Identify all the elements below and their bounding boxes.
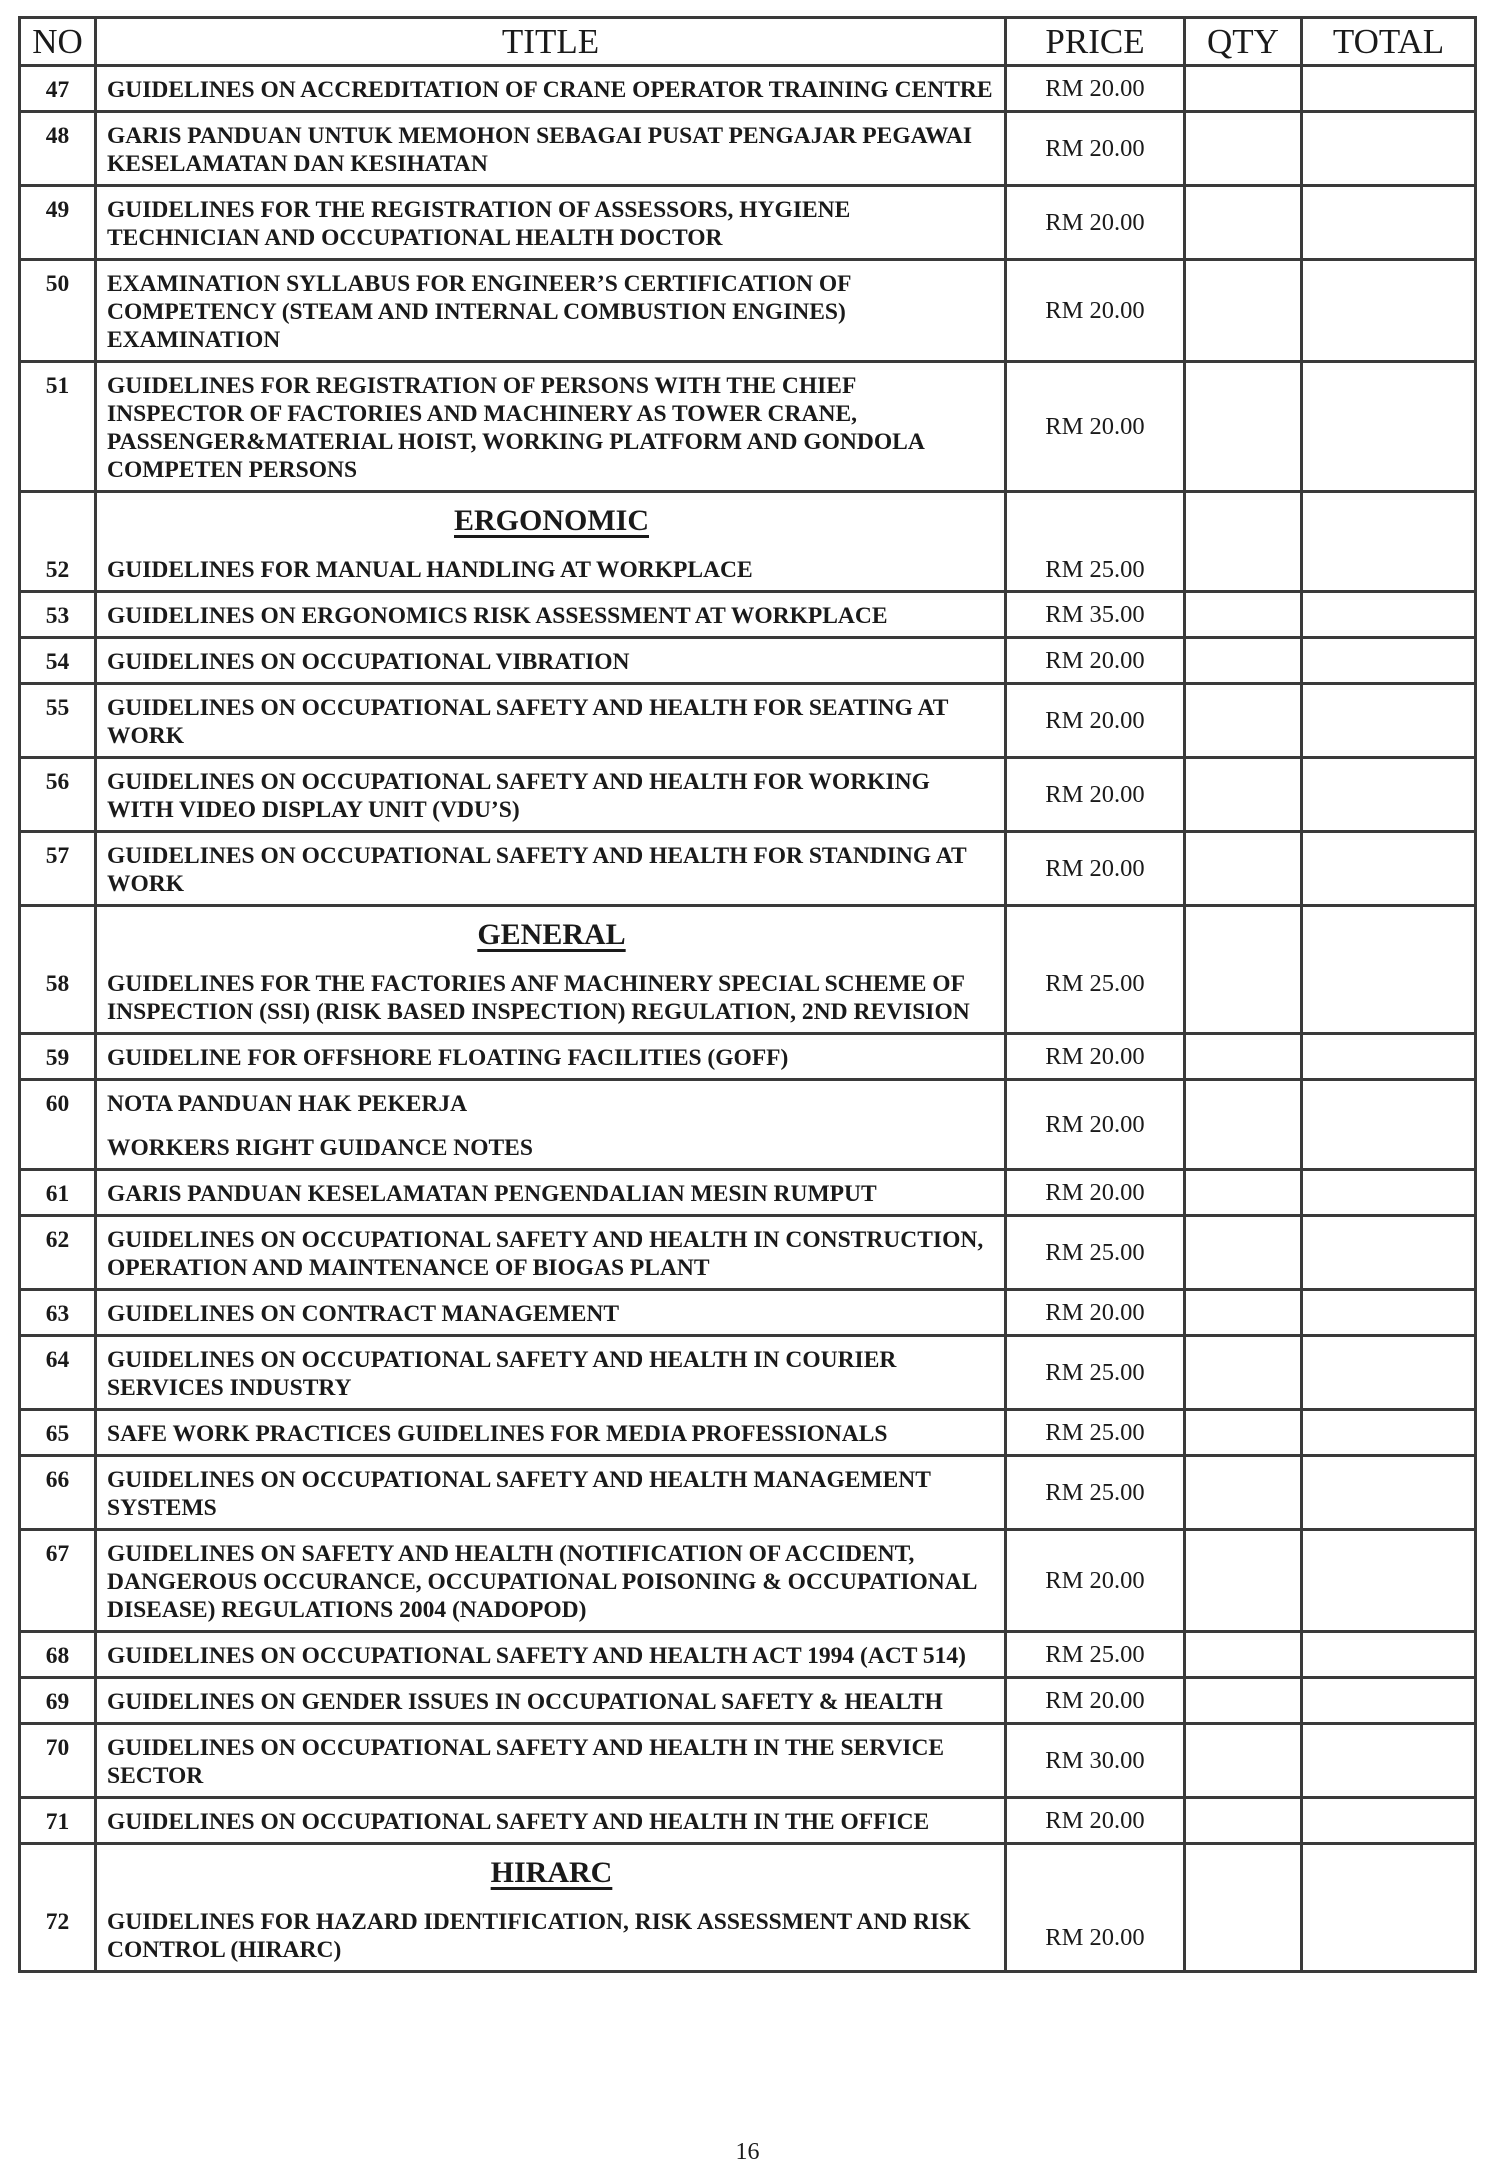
row-price xyxy=(1006,1844,1185,1972)
row-no: 70 xyxy=(20,1724,96,1798)
qty-cell[interactable] xyxy=(1185,1216,1302,1290)
qty-cell[interactable] xyxy=(1185,362,1302,492)
total-cell[interactable] xyxy=(1302,1632,1476,1678)
total-cell[interactable] xyxy=(1302,1456,1476,1530)
total-cell[interactable] xyxy=(1302,1798,1476,1844)
row-title: GUIDELINES ON OCCUPATIONAL SAFETY AND HEALTH ACT 1994 (ACT 514) xyxy=(96,1632,1006,1678)
table-row xyxy=(20,1844,1476,1972)
total-cell[interactable] xyxy=(1302,1844,1476,1972)
row-no: 65 xyxy=(20,1410,96,1456)
row-no: 68 xyxy=(20,1632,96,1678)
table-row xyxy=(20,260,1476,362)
row-title: GUIDELINES ON GENDER ISSUES IN OCCUPATIONAL SAFETY & HEALTH xyxy=(96,1678,1006,1724)
total-cell[interactable] xyxy=(1302,260,1476,362)
table-row xyxy=(20,112,1476,186)
row-no-value: 58 xyxy=(45,971,70,997)
table-row xyxy=(20,1724,1476,1798)
total-cell[interactable] xyxy=(1302,1724,1476,1798)
table-row xyxy=(20,1632,1476,1678)
total-cell[interactable] xyxy=(1302,362,1476,492)
total-cell[interactable] xyxy=(1302,684,1476,758)
total-cell[interactable] xyxy=(1302,186,1476,260)
qty-cell[interactable] xyxy=(1185,1080,1302,1170)
qty-cell[interactable] xyxy=(1185,1844,1302,1972)
qty-cell[interactable] xyxy=(1185,66,1302,112)
total-cell[interactable] xyxy=(1302,832,1476,906)
total-cell[interactable] xyxy=(1302,1410,1476,1456)
table-row xyxy=(20,906,1476,1034)
row-title xyxy=(96,492,1006,592)
row-price: RM 35.00 xyxy=(1006,592,1185,638)
row-price xyxy=(1006,906,1185,1034)
table-row xyxy=(20,1170,1476,1216)
row-title: EXAMINATION SYLLABUS FOR ENGINEER’S CERTIFICATION OF COMPETENCY (STEAM AND INTERNAL COMBUSTION ENGINES) EXAMINATION xyxy=(96,260,1006,362)
row-no: 47 xyxy=(20,66,96,112)
table-row xyxy=(20,1410,1476,1456)
section-heading-ergonomic: ERGONOMIC xyxy=(454,504,649,537)
qty-cell[interactable] xyxy=(1185,1678,1302,1724)
qty-cell[interactable] xyxy=(1185,684,1302,758)
row-price: RM 25.00 xyxy=(1006,1216,1185,1290)
row-title xyxy=(96,1080,1006,1170)
row-no: 56 xyxy=(20,758,96,832)
table-row xyxy=(20,758,1476,832)
row-price: RM 20.00 xyxy=(1006,362,1185,492)
row-title-text-english: WORKERS RIGHT GUIDANCE NOTES xyxy=(107,1135,533,1161)
row-title: GUIDELINE FOR OFFSHORE FLOATING FACILITIES (GOFF) xyxy=(96,1034,1006,1080)
total-cell[interactable] xyxy=(1302,1170,1476,1216)
qty-cell[interactable] xyxy=(1185,758,1302,832)
row-price-value: RM 20.00 xyxy=(1045,1924,1145,1951)
qty-cell[interactable] xyxy=(1185,1336,1302,1410)
row-price: RM 20.00 xyxy=(1006,1290,1185,1336)
row-title xyxy=(96,906,1006,1034)
row-price: RM 20.00 xyxy=(1006,186,1185,260)
row-title: GARIS PANDUAN KESELAMATAN PENGENDALIAN MESIN RUMPUT xyxy=(96,1170,1006,1216)
qty-cell[interactable] xyxy=(1185,638,1302,684)
header-qty: QTY xyxy=(1185,18,1302,66)
qty-cell[interactable] xyxy=(1185,1170,1302,1216)
total-cell[interactable] xyxy=(1302,1678,1476,1724)
qty-cell[interactable] xyxy=(1185,1724,1302,1798)
header-no: NO xyxy=(20,18,96,66)
table-row xyxy=(20,1678,1476,1724)
row-no: 66 xyxy=(20,1456,96,1530)
qty-cell[interactable] xyxy=(1185,1034,1302,1080)
row-title: GUIDELINES FOR THE REGISTRATION OF ASSESSORS, HYGIENE TECHNICIAN AND OCCUPATIONAL HEALTH DOCTOR xyxy=(96,186,1006,260)
row-title: GUIDELINES ON OCCUPATIONAL SAFETY AND HEALTH IN THE OFFICE xyxy=(96,1798,1006,1844)
row-price: RM 25.00 xyxy=(1006,1336,1185,1410)
qty-cell[interactable] xyxy=(1185,906,1302,1034)
table-row xyxy=(20,362,1476,492)
row-title-text: NOTA PANDUAN HAK PEKERJA xyxy=(107,1091,468,1117)
row-no: 49 xyxy=(20,186,96,260)
total-cell[interactable] xyxy=(1302,592,1476,638)
row-title: GUIDELINES ON ERGONOMICS RISK ASSESSMENT AT WORKPLACE xyxy=(96,592,1006,638)
total-cell[interactable] xyxy=(1302,758,1476,832)
table-row xyxy=(20,1216,1476,1290)
row-price: RM 20.00 xyxy=(1006,1530,1185,1632)
row-price: RM 30.00 xyxy=(1006,1724,1185,1798)
price-list-table xyxy=(18,16,1477,1973)
row-title: GUIDELINES ON OCCUPATIONAL SAFETY AND HEALTH FOR SEATING AT WORK xyxy=(96,684,1006,758)
row-no: 61 xyxy=(20,1170,96,1216)
table-row xyxy=(20,1290,1476,1336)
total-cell[interactable] xyxy=(1302,492,1476,592)
row-no: 48 xyxy=(20,112,96,186)
row-price: RM 20.00 xyxy=(1006,112,1185,186)
row-price-value: RM 25.00 xyxy=(1045,970,1145,997)
row-no: 51 xyxy=(20,362,96,492)
row-no: 50 xyxy=(20,260,96,362)
row-price: RM 20.00 xyxy=(1006,1080,1185,1170)
row-no xyxy=(20,492,96,592)
row-no: 57 xyxy=(20,832,96,906)
row-price: RM 20.00 xyxy=(1006,684,1185,758)
row-price xyxy=(1006,492,1185,592)
row-title: GUIDELINES ON SAFETY AND HEALTH (NOTIFICATION OF ACCIDENT, DANGEROUS OCCURANCE, OCCUPATIONAL POISONING & OCCUPATIONAL DISEASE) REGULATIONS 2004 (NADOPOD) xyxy=(96,1530,1006,1632)
row-no: 55 xyxy=(20,684,96,758)
qty-cell[interactable] xyxy=(1185,492,1302,592)
table-row xyxy=(20,592,1476,638)
row-title: SAFE WORK PRACTICES GUIDELINES FOR MEDIA PROFESSIONALS xyxy=(96,1410,1006,1456)
row-title-text: GUIDELINES FOR MANUAL HANDLING AT WORKPLACE xyxy=(107,557,753,583)
section-heading-hirarc: HIRARC xyxy=(490,1856,613,1889)
qty-cell[interactable] xyxy=(1185,1290,1302,1336)
row-title-text: GUIDELINES FOR HAZARD IDENTIFICATION, RISK ASSESSMENT AND RISK CONTROL (HIRARC) xyxy=(107,1909,971,1963)
row-price: RM 20.00 xyxy=(1006,758,1185,832)
row-no: 67 xyxy=(20,1530,96,1632)
row-price-value: RM 25.00 xyxy=(1045,556,1145,583)
qty-cell[interactable] xyxy=(1185,186,1302,260)
row-no: 71 xyxy=(20,1798,96,1844)
row-no-value: 52 xyxy=(45,557,70,583)
row-price: RM 20.00 xyxy=(1006,638,1185,684)
header-price: PRICE xyxy=(1006,18,1185,66)
table-row xyxy=(20,638,1476,684)
table-row xyxy=(20,684,1476,758)
row-no: 64 xyxy=(20,1336,96,1410)
row-title: GUIDELINES ON OCCUPATIONAL SAFETY AND HEALTH MANAGEMENT SYSTEMS xyxy=(96,1456,1006,1530)
row-title: GUIDELINES ON ACCREDITATION OF CRANE OPERATOR TRAINING CENTRE xyxy=(96,66,1006,112)
total-cell[interactable] xyxy=(1302,1216,1476,1290)
table-row xyxy=(20,1456,1476,1530)
table-row xyxy=(20,492,1476,592)
table-row xyxy=(20,1336,1476,1410)
header-title: TITLE xyxy=(96,18,1006,66)
qty-cell[interactable] xyxy=(1185,592,1302,638)
table-row xyxy=(20,1530,1476,1632)
row-title: GUIDELINES ON OCCUPATIONAL VIBRATION xyxy=(96,638,1006,684)
table-row xyxy=(20,186,1476,260)
total-cell[interactable] xyxy=(1302,66,1476,112)
qty-cell[interactable] xyxy=(1185,260,1302,362)
table-row xyxy=(20,66,1476,112)
row-title: GUIDELINES ON OCCUPATIONAL SAFETY AND HEALTH FOR STANDING AT WORK xyxy=(96,832,1006,906)
header-total: TOTAL xyxy=(1302,18,1476,66)
table-row xyxy=(20,1798,1476,1844)
row-title: GUIDELINES ON OCCUPATIONAL SAFETY AND HEALTH IN COURIER SERVICES INDUSTRY xyxy=(96,1336,1006,1410)
row-no-value: 72 xyxy=(45,1909,70,1935)
table-row xyxy=(20,1080,1476,1170)
qty-cell[interactable] xyxy=(1185,1530,1302,1632)
row-price: RM 25.00 xyxy=(1006,1410,1185,1456)
qty-cell[interactable] xyxy=(1185,1798,1302,1844)
row-no: 62 xyxy=(20,1216,96,1290)
header-row xyxy=(20,18,1476,66)
total-cell[interactable] xyxy=(1302,1080,1476,1170)
qty-cell[interactable] xyxy=(1185,1632,1302,1678)
row-no: 69 xyxy=(20,1678,96,1724)
row-price: RM 25.00 xyxy=(1006,1632,1185,1678)
qty-cell[interactable] xyxy=(1185,112,1302,186)
row-title: GUIDELINES ON OCCUPATIONAL SAFETY AND HEALTH IN CONSTRUCTION, OPERATION AND MAINTENANCE OF BIOGAS PLANT xyxy=(96,1216,1006,1290)
total-cell[interactable] xyxy=(1302,1034,1476,1080)
row-price: RM 20.00 xyxy=(1006,66,1185,112)
qty-cell[interactable] xyxy=(1185,832,1302,906)
row-title: GUIDELINES ON CONTRACT MANAGEMENT xyxy=(96,1290,1006,1336)
total-cell[interactable] xyxy=(1302,1336,1476,1410)
row-price: RM 25.00 xyxy=(1006,1456,1185,1530)
row-price: RM 20.00 xyxy=(1006,1798,1185,1844)
total-cell[interactable] xyxy=(1302,1290,1476,1336)
row-price: RM 20.00 xyxy=(1006,1034,1185,1080)
section-heading-general: GENERAL xyxy=(477,918,626,951)
row-no xyxy=(20,1844,96,1972)
row-title: GUIDELINES ON OCCUPATIONAL SAFETY AND HEALTH FOR WORKING WITH VIDEO DISPLAY UNIT (VDU’S) xyxy=(96,758,1006,832)
row-no: 63 xyxy=(20,1290,96,1336)
total-cell[interactable] xyxy=(1302,112,1476,186)
row-no: 60 xyxy=(20,1080,96,1170)
total-cell[interactable] xyxy=(1302,1530,1476,1632)
row-no: 59 xyxy=(20,1034,96,1080)
row-price: RM 20.00 xyxy=(1006,832,1185,906)
total-cell[interactable] xyxy=(1302,906,1476,1034)
row-no xyxy=(20,906,96,1034)
row-no: 53 xyxy=(20,592,96,638)
row-no: 54 xyxy=(20,638,96,684)
table-row xyxy=(20,832,1476,906)
row-price: RM 20.00 xyxy=(1006,1678,1185,1724)
qty-cell[interactable] xyxy=(1185,1456,1302,1530)
page-number: 16 xyxy=(735,2139,760,2165)
qty-cell[interactable] xyxy=(1185,1410,1302,1456)
row-title xyxy=(96,1844,1006,1972)
table-row xyxy=(20,1034,1476,1080)
row-title: GARIS PANDUAN UNTUK MEMOHON SEBAGAI PUSAT PENGAJAR PEGAWAI KESELAMATAN DAN KESIHATAN xyxy=(96,112,1006,186)
row-title: GUIDELINES FOR REGISTRATION OF PERSONS WITH THE CHIEF INSPECTOR OF FACTORIES AND MACHINERY AS TOWER CRANE, PASSENGER&MATERIAL HOIST, WORKING PLATFORM AND GONDOLA COMPETEN PERSONS xyxy=(96,362,1006,492)
row-price: RM 20.00 xyxy=(1006,260,1185,362)
total-cell[interactable] xyxy=(1302,638,1476,684)
row-title-text: GUIDELINES FOR THE FACTORIES ANF MACHINERY SPECIAL SCHEME OF INSPECTION (SSI) (RISK BASED INSPECTION) REGULATION, 2ND REVISION xyxy=(107,971,970,1025)
row-title: GUIDELINES ON OCCUPATIONAL SAFETY AND HEALTH IN THE SERVICE SECTOR xyxy=(96,1724,1006,1798)
row-price: RM 20.00 xyxy=(1006,1170,1185,1216)
